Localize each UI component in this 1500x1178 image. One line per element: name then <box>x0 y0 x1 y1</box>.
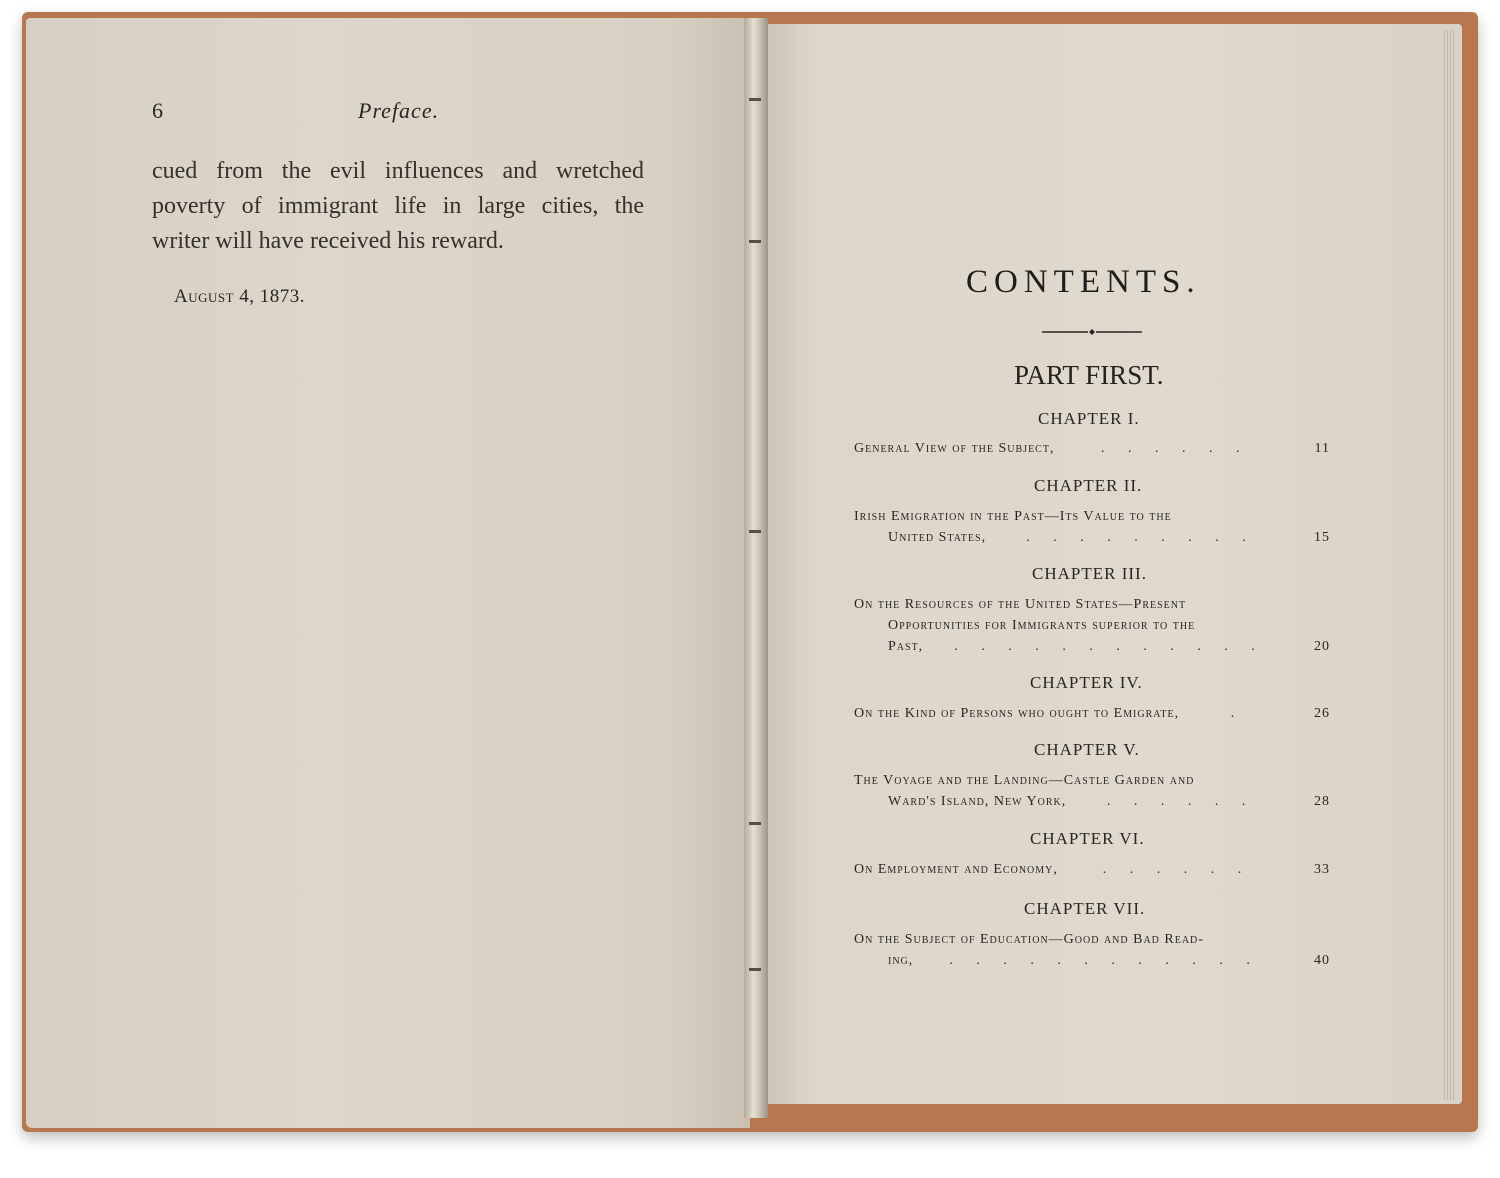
toc-page-number: 26 <box>1314 706 1330 721</box>
toc-page-number: 15 <box>1314 530 1330 545</box>
toc-page-number: 20 <box>1314 639 1330 654</box>
chapter-heading: CHAPTER V. <box>1034 740 1140 759</box>
page-edges <box>1442 30 1454 1100</box>
toc-entry-title: ing, <box>888 953 914 968</box>
toc-entry-title: Past, <box>888 639 924 654</box>
leader-dots: . . . . . . <box>1106 794 1256 809</box>
leader-dots: . <box>1230 706 1245 721</box>
toc-entry-title: On Employment and Economy, <box>854 862 1058 877</box>
toc-entry-title: On the Resources of the United States—Present <box>854 597 1187 612</box>
preface-line: writer will have received his reward. <box>152 228 504 254</box>
chapter-heading: CHAPTER I. <box>1038 409 1140 428</box>
chapter-heading: CHAPTER VII. <box>1024 899 1146 918</box>
toc-entry <box>854 438 1330 459</box>
chapter-heading: CHAPTER IV. <box>1030 673 1143 692</box>
toc-entry-title: The Voyage and the Landing—Castle Garden and <box>854 773 1195 788</box>
toc-entry <box>854 770 1330 812</box>
preface-line: poverty of immigrant life in large cities, the <box>152 193 644 219</box>
toc-page-number: 40 <box>1314 953 1330 968</box>
toc-entry <box>854 859 1330 880</box>
leader-dots: . . . . . . <box>1100 441 1250 456</box>
binding-stitch <box>749 530 761 533</box>
leader-dots: . . . . . . . . . . . . <box>954 639 1265 654</box>
toc-page-number: 28 <box>1314 794 1330 809</box>
toc-entry-title: On the Kind of Persons who ought to Emigrate, <box>854 706 1180 721</box>
toc-entry-title: Opportunities for Immigrants superior to the <box>888 618 1196 633</box>
toc-entry <box>854 703 1330 724</box>
toc-page-number: 33 <box>1313 862 1330 877</box>
chapter-heading: CHAPTER III. <box>1032 564 1147 583</box>
page-number: 6 <box>152 98 163 123</box>
toc-entry <box>854 929 1330 971</box>
toc-entry-title: Ward's Island, New York, <box>888 794 1067 809</box>
toc-entry-title: United States, <box>888 530 987 545</box>
binding-stitch <box>749 240 761 243</box>
toc-entry-title: General View of the Subject, <box>854 441 1055 456</box>
preface-date: August 4, 1873. <box>174 286 306 307</box>
contents-title: CONTENTS. <box>966 264 1201 300</box>
chapter-heading: CHAPTER VI. <box>1030 829 1145 848</box>
leader-dots: . . . . . . . . . <box>1026 530 1256 545</box>
toc-page-number: 11 <box>1314 441 1330 456</box>
leader-dots: . . . . . . <box>1102 862 1252 877</box>
part-title: PART FIRST. <box>1014 360 1164 390</box>
chapter-heading: CHAPTER II. <box>1034 476 1143 495</box>
toc-entry-title: Irish Emigration in the Past—Its Value to the <box>854 509 1172 524</box>
leader-dots: . . . . . . . . . . . . <box>949 953 1260 968</box>
preface-body <box>152 154 644 259</box>
book-gutter <box>744 18 768 1118</box>
toc-entry-title: On the Subject of Education—Good and Bad Read- <box>854 932 1204 947</box>
ornamental-rule <box>1042 328 1142 336</box>
binding-stitch <box>749 968 761 971</box>
toc-entry <box>854 506 1330 548</box>
binding-stitch <box>749 822 761 825</box>
preface-line: cued from the evil influences and wretched <box>152 158 644 184</box>
running-head: Preface. <box>358 98 440 123</box>
toc-entry <box>854 594 1330 657</box>
binding-stitch <box>749 98 761 101</box>
